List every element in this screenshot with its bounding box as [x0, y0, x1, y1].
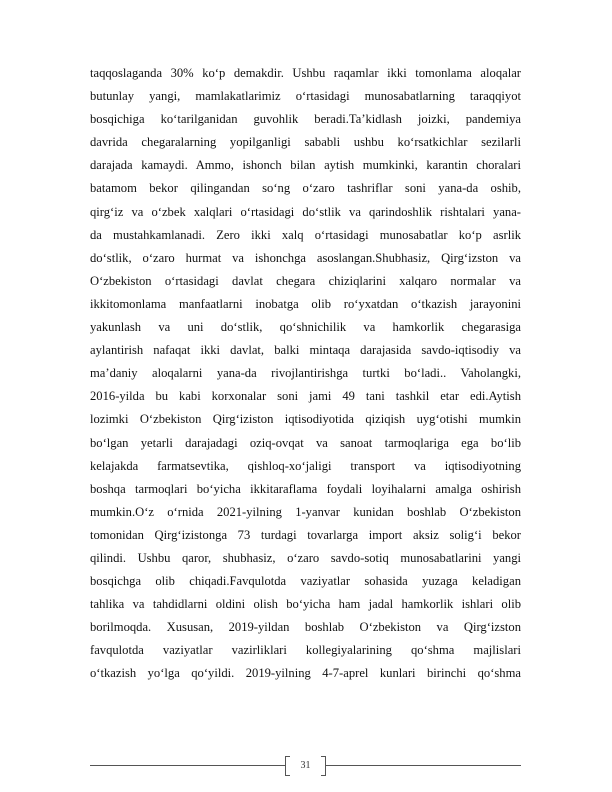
text-line: bosqichga olib chiqadi.Favqulotda vaziyatlar sohasida yuzaga keladigan — [90, 574, 521, 589]
text-line: 2016-yilda bu kabi korxonalar soni jami 49 tani tashkil etar edi.Aytish — [90, 389, 521, 404]
text-line: O‘zbekiston o‘rtasidagi davlat chegara chiziqlarini xalqaro normalar va — [90, 273, 521, 288]
footer-divider-left — [90, 765, 285, 766]
text-line: da mustahkamlanadi. Zero ikki xalq o‘rtasidagi munosabatlar ko‘p asrlik — [90, 227, 521, 242]
text-line: qilindi. Ushbu qaror, shubhasiz, o‘zaro savdo-sotiq munosabatlarini yangi — [90, 550, 521, 565]
text-line: tomonidan Qirg‘izistonga 73 turdagi tovarlarga import aksiz solig‘i bekor — [90, 527, 521, 542]
text-line: davrida chegaralarning yopilganligi sababli ushbu ko‘rsatkichlar sezilarli — [90, 135, 521, 150]
text-line: butunlay yangi, mamlakatlarimiz o‘rtasidagi munosabatlarning taraqqiyot — [90, 89, 521, 104]
text-line: favqulotda vaziyatlar vazirliklari kollegiyalarining qo‘shma majlislari — [90, 643, 521, 658]
text-line: taqqoslaganda 30% ko‘p demakdir. Ushbu raqamlar ikki tomonlama aloqalar — [90, 66, 521, 80]
text-line: bo‘lgan yetarli darajadagi oziq-ovqat va sanoat tarmoqlariga ega bo‘lib — [90, 435, 521, 450]
page-number-frame — [285, 755, 326, 775]
text-line: do‘stlik, o‘zaro hurmat va ishonchga asoslangan.Shubhasiz, Qirg‘izston va — [90, 250, 521, 265]
text-line: lozimki O‘zbekiston Qirg‘iziston iqtisodiyotida qiziqish uyg‘otishi mumkin — [90, 412, 521, 427]
text-line: boshqa tarmoqlari bo‘yicha ikkitaraflama foydali loyihalarni amalga oshirish — [90, 481, 521, 496]
text-line: kelajakda farmatsevtika, qishloq-xo‘jaligi transport va iqtisodiyotning — [90, 458, 521, 473]
text-line: aylantirish nafaqat ikki davlat, balki mintaqa darajasida savdo-iqtisodiy va — [90, 343, 521, 358]
text-line: borilmoqda. Xususan, 2019-yildan boshlab O‘zbekiston va Qirg‘izston — [90, 620, 521, 635]
page-number: 31 — [300, 760, 311, 771]
text-line: yakunlash va uni do‘stlik, qo‘shnichilik va hamkorlik chegarasiga — [90, 320, 521, 335]
text-line: mumkin.O‘z o‘rnida 2021-yilning 1-yanvar kunidan boshlab O‘zbekiston — [90, 504, 521, 519]
text-line: darajada kamaydi. Ammo, ishonch bilan aytish mumkinki, karantin choralari — [90, 158, 521, 173]
body-text — [90, 62, 521, 686]
text-line: ikkitomonlama manfaatlarni inobatga olib ro‘yxatdan o‘tkazish jarayonini — [90, 296, 521, 311]
text-line: bosqichiga ko‘tarilganidan guvohlik beradi.Ta’kidlash joizki, pandemiya — [90, 112, 521, 127]
text-line: batamom bekor qilingandan so‘ng o‘zaro tashriflar soni yana-da oshib, — [90, 181, 521, 196]
text-line: tahlika va tahdidlarni oldini olish bo‘yicha ham jadal hamkorlik ishlari olib — [90, 597, 521, 612]
bracket-left — [285, 756, 290, 776]
text-line: o‘tkazish yo‘lga qo‘yildi. 2019-yilning 4-7-aprel kunlari birinchi qo‘shma — [90, 666, 521, 681]
footer-divider-right — [326, 765, 521, 766]
bracket-right — [321, 756, 326, 776]
text-line: ma’daniy aloqalarni yana-da rivojlantirishga turtki bo‘ladi.. Vaholangki, — [90, 366, 521, 381]
text-line: qirg‘iz va o‘zbek xalqlari o‘rtasidagi do‘stlik va qarindoshlik rishtalari yana- — [90, 204, 521, 219]
page-footer — [90, 755, 521, 775]
